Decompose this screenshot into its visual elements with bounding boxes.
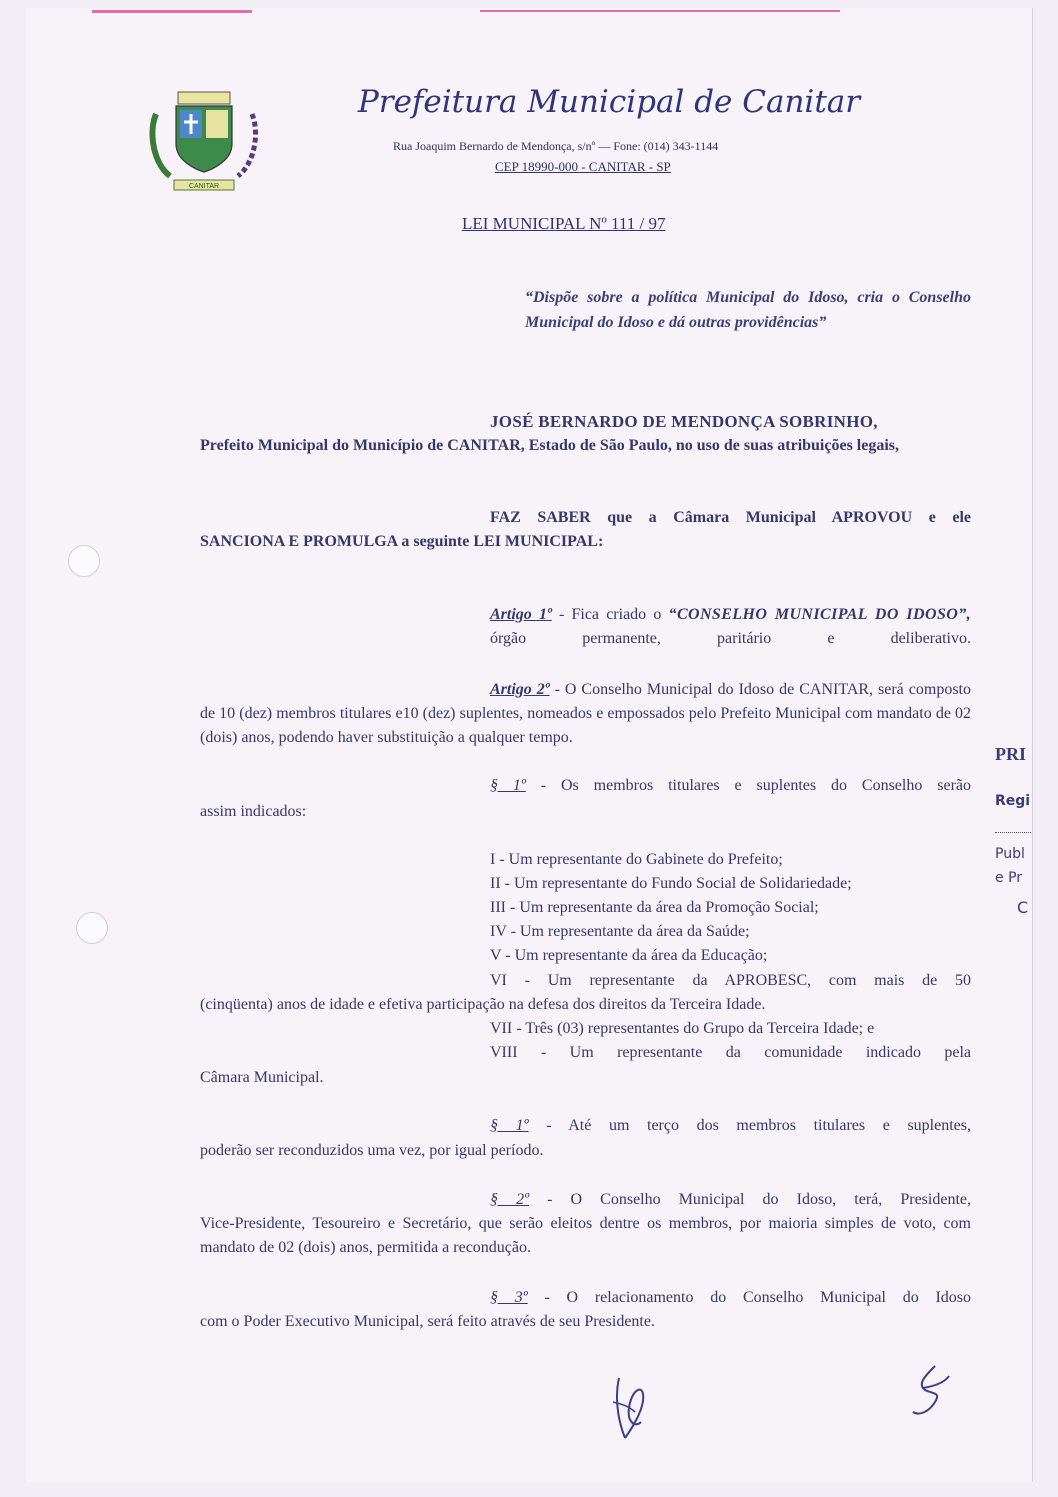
paragraph-2-label: § 2º: [490, 1191, 530, 1208]
side-fragment-1: PRI: [995, 744, 1026, 764]
preamble-text: Prefeito Municipal do Município de CANITAR, Estado de São Paulo, no uso de suas atribuições legais,: [200, 437, 900, 454]
side-fragment-3: Publ: [995, 846, 1025, 862]
paragraph-1-text-a: - Os membros titulares e suplentes do Conselho serão: [525, 777, 971, 794]
article-1-label: Artigo 1º: [490, 606, 552, 623]
paragraph-3-label: § 3º: [490, 1289, 528, 1306]
paragraph-1b-line1: [490, 1114, 971, 1138]
paragraph-2-text-a: - O Conselho Municipal do Idoso, terá, Presidente,: [529, 1191, 971, 1208]
member-item-4: IV - Um representante da área da Saúde;: [490, 923, 750, 940]
member-item-8-line2: Câmara Municipal.: [200, 1069, 324, 1086]
article-2-text: - O Conselho Municipal do Idoso de CANITAR, será composto de 10 (dez) membros titulares e10 (dez) suplentes, nomeados e empossados pelo Prefeito Municipal com mandato de 02 (dois) anos, podendo haver substituição a qualquer tempo.: [200, 681, 971, 746]
paragraph-1-line2: assim indicados:: [200, 803, 307, 820]
law-summary: “Dispõe sobre a política Municipal do Idoso, cria o Conselho Municipal do Idoso e dá outras providências”: [525, 289, 971, 331]
side-fragment-4: e Pr: [995, 870, 1023, 886]
paragraph-2-rest: Vice-Presidente, Tesoureiro e Secretário, que serão eleitos dentre os membros, por maioria simples de voto, com mandato de 02 (dois) anos, permitida a recondução.: [200, 1215, 971, 1256]
signature-initials-2: [905, 1362, 955, 1424]
article-1-council-name: “CONSELHO MUNICIPAL DO IDOSO”,: [668, 606, 972, 623]
paragraph-1b-label: § 1º: [490, 1117, 529, 1134]
paragraph-1-label: § 1º: [490, 777, 526, 794]
punch-hole-bottom: [76, 912, 108, 944]
member-item-6-line1: VI - Um representante da APROBESC, com mais de 50: [490, 972, 971, 989]
paragraph-2-line1: [490, 1188, 971, 1212]
faz-saber-line1: FAZ SABER que a Câmara Municipal APROVOU e ele: [490, 509, 971, 526]
letterhead-cep: CEP 18990-000 - CANITAR - SP: [495, 159, 671, 174]
member-item-8-line1: VIII - Um representante da comunidade indicado pela: [490, 1044, 971, 1061]
member-item-6-line2: (cinqüenta) anos de idade e efetiva participação na defesa dos direitos da Terceira Idade.: [200, 996, 766, 1013]
signature-initials-1: [605, 1372, 655, 1447]
article-1-text-a: - Fica criado o: [551, 606, 669, 623]
article-2: [200, 678, 971, 750]
law-number: LEI MUNICIPAL Nº 111 / 97: [462, 214, 666, 233]
member-item-1: I - Um representante do Gabinete do Prefeito;: [490, 851, 783, 868]
member-item-7: VII - Três (03) representantes do Grupo da Terceira Idade; e: [490, 1020, 875, 1037]
paragraph-1-line1: [490, 774, 971, 798]
paragraph-3-line1: [490, 1286, 971, 1310]
paragraph-1b-text-a: - Até um terço dos membros titulares e suplentes,: [528, 1117, 971, 1134]
paragraph-1b-line2: poderão ser reconduzidos uma vez, por igual período.: [200, 1142, 544, 1159]
paragraph-3-text-a: - O relacionamento do Conselho Municipal do Idoso: [527, 1289, 971, 1306]
member-item-2: II - Um representante do Fundo Social de Solidariedade;: [490, 875, 852, 892]
letterhead-title: Prefeitura Municipal de Canitar: [357, 84, 861, 120]
paragraph-3-line2: com o Poder Executivo Municipal, será feito através de seu Presidente.: [200, 1313, 655, 1330]
article-1-text-b: órgão permanente, paritário e deliberativo.: [490, 630, 971, 647]
article-2-label: Artigo 2º: [490, 681, 550, 698]
punch-hole-top: [68, 545, 100, 577]
crest-label: CANITAR: [188, 183, 220, 190]
top-pink-line-2: [480, 10, 840, 12]
article-1-line1: [490, 603, 971, 651]
side-fragment-5: C: [1017, 898, 1029, 917]
letterhead-address: Rua Joaquim Bernardo de Mendonça, s/nº — Fone: (014) 343-1144: [393, 139, 719, 153]
member-item-5: V - Um representante da área da Educação;: [490, 947, 768, 964]
top-pink-line: [92, 10, 252, 13]
member-item-3: III - Um representante da área da Promoção Social;: [490, 899, 819, 916]
side-fragment-divider: [995, 832, 1031, 833]
faz-saber-line2: SANCIONA E PROMULGA a seguinte LEI MUNICIPAL:: [200, 533, 604, 550]
side-fragment-2: Regi: [995, 793, 1031, 809]
mayor-name: JOSÉ BERNARDO DE MENDONÇA SOBRINHO,: [490, 412, 878, 431]
